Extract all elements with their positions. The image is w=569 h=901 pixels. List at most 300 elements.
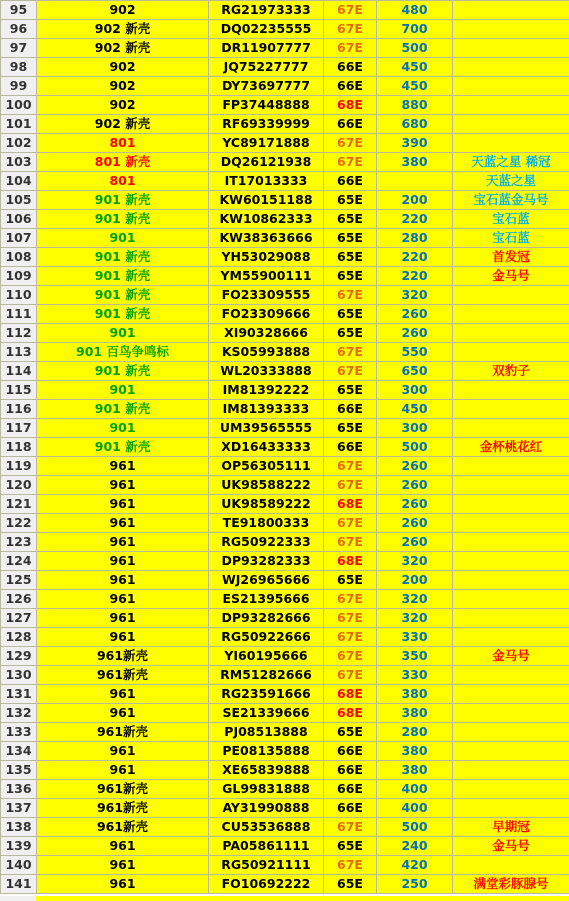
row-number[interactable]: 118 [1,438,37,457]
price-cell[interactable]: 380 [377,704,453,723]
serial-cell[interactable]: DQ26121938 [209,153,324,172]
serial-cell[interactable]: DQ02235555 [209,20,324,39]
price-cell[interactable]: 650 [377,362,453,381]
model-cell[interactable]: 961新壳 [37,647,209,666]
model-cell[interactable]: 961 [37,761,209,780]
row-number[interactable]: 102 [1,134,37,153]
price-cell[interactable]: 880 [377,96,453,115]
row-number[interactable]: 103 [1,153,37,172]
grade-cell[interactable]: 66E [324,438,377,457]
price-cell[interactable]: 320 [377,552,453,571]
row-number[interactable]: 108 [1,248,37,267]
grade-cell[interactable]: 68E [324,685,377,704]
price-cell[interactable]: 320 [377,609,453,628]
serial-cell[interactable]: XE65839888 [209,761,324,780]
row-number[interactable]: 115 [1,381,37,400]
row-number[interactable]: 119 [1,457,37,476]
note-cell[interactable] [453,457,569,476]
note-cell[interactable] [453,58,569,77]
row-number[interactable]: 123 [1,533,37,552]
grade-cell[interactable]: 65E [324,875,377,894]
serial-cell[interactable]: TE91800333 [209,514,324,533]
model-cell[interactable]: 961 [37,495,209,514]
row-number[interactable]: 135 [1,761,37,780]
serial-cell[interactable]: PA05861111 [209,837,324,856]
price-cell[interactable]: 390 [377,134,453,153]
price-cell[interactable]: 380 [377,685,453,704]
model-cell[interactable]: 801 新壳 [37,153,209,172]
serial-cell[interactable]: OP56305111 [209,457,324,476]
model-cell[interactable]: 902 新壳 [37,39,209,58]
price-cell[interactable]: 220 [377,267,453,286]
table-row [1,229,569,248]
grade-cell[interactable]: 66E [324,172,377,191]
note-cell[interactable] [453,115,569,134]
price-cell[interactable]: 400 [377,780,453,799]
grade-cell[interactable]: 66E [324,115,377,134]
row-number[interactable]: 110 [1,286,37,305]
price-cell[interactable]: 320 [377,590,453,609]
price-cell[interactable]: 240 [377,837,453,856]
note-cell[interactable] [453,1,569,20]
model-cell[interactable]: 961 [37,571,209,590]
price-cell[interactable]: 260 [377,305,453,324]
row-number[interactable]: 137 [1,799,37,818]
grade-cell[interactable]: 68E [324,495,377,514]
serial-cell[interactable]: UK98589222 [209,495,324,514]
grade-cell[interactable]: 65E [324,305,377,324]
row-number[interactable]: 130 [1,666,37,685]
serial-cell[interactable]: KW60151188 [209,191,324,210]
price-cell[interactable]: 330 [377,666,453,685]
price-cell[interactable]: 500 [377,39,453,58]
table-row [1,39,569,58]
model-cell[interactable]: 961 [37,856,209,875]
row-number[interactable]: 133 [1,723,37,742]
row-number[interactable]: 96 [1,20,37,39]
serial-cell[interactable]: XD16433333 [209,438,324,457]
model-cell[interactable]: 902 新壳 [37,20,209,39]
table-row [1,1,569,20]
model-cell[interactable]: 961 [37,704,209,723]
model-cell[interactable]: 961 [37,533,209,552]
grade-cell[interactable]: 67E [324,628,377,647]
model-cell[interactable]: 901 新壳 [37,210,209,229]
row-number[interactable]: 139 [1,837,37,856]
price-cell[interactable]: 280 [377,723,453,742]
note-cell[interactable] [453,514,569,533]
row-number[interactable]: 100 [1,96,37,115]
note-cell[interactable] [453,381,569,400]
price-cell[interactable]: 450 [377,77,453,96]
table-row [1,552,569,571]
price-cell[interactable]: 300 [377,381,453,400]
table-row [1,362,569,381]
row-number[interactable]: 116 [1,400,37,419]
grade-cell[interactable]: 67E [324,514,377,533]
serial-cell[interactable]: FO23309555 [209,286,324,305]
serial-cell[interactable]: PJ08513888 [209,723,324,742]
serial-cell[interactable]: KW38363666 [209,229,324,248]
model-cell[interactable]: 961 [37,875,209,894]
table-row [1,172,569,191]
note-cell[interactable]: 金马号 [453,267,569,286]
note-cell[interactable] [453,419,569,438]
model-cell[interactable]: 961 [37,552,209,571]
grade-cell[interactable]: 66E [324,799,377,818]
price-cell[interactable]: 700 [377,20,453,39]
row-number[interactable]: 106 [1,210,37,229]
note-cell[interactable] [453,39,569,58]
note-cell[interactable] [453,609,569,628]
grade-cell[interactable]: 65E [324,210,377,229]
model-cell[interactable]: 901 百鸟争鸣标 [37,343,209,362]
row-number[interactable]: 97 [1,39,37,58]
row-number[interactable]: 134 [1,742,37,761]
grade-cell[interactable]: 66E [324,742,377,761]
note-cell[interactable] [453,77,569,96]
model-cell[interactable]: 961 [37,837,209,856]
note-cell[interactable]: 宝石蓝金马号 [453,191,569,210]
row-number[interactable]: 126 [1,590,37,609]
model-cell[interactable]: 901 [37,419,209,438]
grade-cell[interactable]: 65E [324,419,377,438]
grade-cell[interactable]: 66E [324,400,377,419]
model-cell[interactable]: 961 [37,457,209,476]
serial-cell[interactable]: IM81393333 [209,400,324,419]
model-cell[interactable]: 901 [37,381,209,400]
note-cell[interactable] [453,134,569,153]
price-cell[interactable]: 380 [377,153,453,172]
model-cell[interactable]: 961 [37,590,209,609]
model-cell[interactable]: 961新壳 [37,780,209,799]
note-cell[interactable]: 首发冠 [453,248,569,267]
serial-cell[interactable]: SE21339666 [209,704,324,723]
row-number[interactable]: 141 [1,875,37,894]
serial-cell[interactable]: FO10692222 [209,875,324,894]
model-cell[interactable]: 901 新壳 [37,305,209,324]
grade-cell[interactable]: 65E [324,248,377,267]
row-number[interactable]: 121 [1,495,37,514]
row-number[interactable]: 117 [1,419,37,438]
note-cell[interactable] [453,761,569,780]
grade-cell[interactable]: 65E [324,381,377,400]
grade-cell[interactable]: 67E [324,1,377,20]
serial-cell[interactable]: YH53029088 [209,248,324,267]
row-number[interactable]: 138 [1,818,37,837]
note-cell[interactable] [453,856,569,875]
note-cell[interactable] [453,533,569,552]
grade-cell[interactable]: 67E [324,457,377,476]
note-cell[interactable] [453,400,569,419]
price-cell[interactable]: 550 [377,343,453,362]
serial-cell[interactable]: WL20333888 [209,362,324,381]
model-cell[interactable]: 961新壳 [37,666,209,685]
model-cell[interactable]: 961新壳 [37,799,209,818]
model-cell[interactable]: 901 [37,324,209,343]
serial-cell[interactable]: FO23309666 [209,305,324,324]
note-cell[interactable] [453,799,569,818]
table-row [1,818,569,837]
price-cell[interactable]: 260 [377,457,453,476]
price-cell[interactable]: 380 [377,761,453,780]
model-cell[interactable]: 901 新壳 [37,248,209,267]
grade-cell[interactable]: 66E [324,761,377,780]
row-number[interactable]: 111 [1,305,37,324]
model-cell[interactable]: 902 [37,96,209,115]
model-cell[interactable]: 901 新壳 [37,191,209,210]
row-number[interactable]: 105 [1,191,37,210]
grade-cell[interactable]: 67E [324,476,377,495]
grade-cell[interactable]: 67E [324,153,377,172]
grade-cell[interactable]: 67E [324,818,377,837]
note-cell[interactable]: 双豹子 [453,362,569,381]
price-cell[interactable]: 380 [377,742,453,761]
serial-cell[interactable]: YI60195666 [209,647,324,666]
note-cell[interactable] [453,305,569,324]
model-cell[interactable]: 902 [37,58,209,77]
serial-cell[interactable]: XI90328666 [209,324,324,343]
price-cell[interactable] [377,172,453,191]
serial-cell[interactable]: FP37448888 [209,96,324,115]
grade-cell[interactable]: 67E [324,666,377,685]
note-cell[interactable] [453,742,569,761]
price-cell[interactable]: 250 [377,875,453,894]
grade-cell[interactable]: 67E [324,647,377,666]
price-cell[interactable]: 200 [377,571,453,590]
partial-row-header [0,896,36,901]
grade-cell[interactable]: 68E [324,96,377,115]
serial-cell[interactable]: JQ75227777 [209,58,324,77]
model-cell[interactable]: 902 [37,77,209,96]
note-cell[interactable] [453,495,569,514]
price-cell[interactable]: 200 [377,191,453,210]
row-number[interactable]: 120 [1,476,37,495]
table-row [1,343,569,362]
table-row [1,571,569,590]
table-row [1,875,569,894]
grade-cell[interactable]: 65E [324,723,377,742]
serial-cell[interactable]: YM55900111 [209,267,324,286]
table-row [1,495,569,514]
table-row [1,742,569,761]
model-cell[interactable]: 901 新壳 [37,362,209,381]
price-cell[interactable]: 260 [377,514,453,533]
table-row [1,856,569,875]
row-number[interactable]: 113 [1,343,37,362]
model-cell[interactable]: 961 [37,628,209,647]
price-cell[interactable]: 480 [377,1,453,20]
grade-cell[interactable]: 67E [324,856,377,875]
model-cell[interactable]: 902 新壳 [37,115,209,134]
grade-cell[interactable]: 65E [324,191,377,210]
grade-cell[interactable]: 65E [324,324,377,343]
serial-cell[interactable]: AY31990888 [209,799,324,818]
price-cell[interactable]: 320 [377,286,453,305]
serial-cell[interactable]: IM81392222 [209,381,324,400]
grade-cell[interactable]: 67E [324,343,377,362]
price-cell[interactable]: 420 [377,856,453,875]
model-cell[interactable]: 801 [37,172,209,191]
price-cell[interactable]: 220 [377,248,453,267]
grade-cell[interactable]: 67E [324,286,377,305]
row-number[interactable]: 128 [1,628,37,647]
row-number[interactable]: 125 [1,571,37,590]
serial-cell[interactable]: DR11907777 [209,39,324,58]
note-cell[interactable]: 宝石蓝 [453,210,569,229]
row-number[interactable]: 109 [1,267,37,286]
row-number[interactable]: 129 [1,647,37,666]
model-cell[interactable]: 902 [37,1,209,20]
note-cell[interactable] [453,343,569,362]
note-cell[interactable]: 金马号 [453,837,569,856]
model-cell[interactable]: 901 [37,229,209,248]
row-number[interactable]: 132 [1,704,37,723]
price-cell[interactable]: 450 [377,400,453,419]
price-cell[interactable]: 350 [377,647,453,666]
note-cell[interactable] [453,324,569,343]
grade-cell[interactable]: 66E [324,58,377,77]
note-cell[interactable] [453,476,569,495]
serial-cell[interactable]: RG50922666 [209,628,324,647]
price-cell[interactable]: 260 [377,476,453,495]
grade-cell[interactable]: 67E [324,609,377,628]
note-cell[interactable] [453,552,569,571]
table-row [1,134,569,153]
note-cell[interactable] [453,286,569,305]
serial-cell[interactable]: RM51282666 [209,666,324,685]
note-cell[interactable] [453,723,569,742]
serial-cell[interactable]: RG50922333 [209,533,324,552]
model-cell[interactable]: 901 新壳 [37,286,209,305]
serial-cell[interactable]: GL99831888 [209,780,324,799]
price-cell[interactable]: 220 [377,210,453,229]
grade-cell[interactable]: 65E [324,571,377,590]
row-number[interactable]: 112 [1,324,37,343]
row-number[interactable]: 98 [1,58,37,77]
model-cell[interactable]: 961 [37,609,209,628]
note-cell[interactable] [453,628,569,647]
note-cell[interactable]: 满堂彩豚腺号 [453,875,569,894]
serial-cell[interactable]: PE08135888 [209,742,324,761]
row-number[interactable]: 140 [1,856,37,875]
table-row [1,723,569,742]
price-cell[interactable]: 280 [377,229,453,248]
grade-cell[interactable]: 67E [324,362,377,381]
price-cell[interactable]: 260 [377,495,453,514]
row-number[interactable]: 107 [1,229,37,248]
row-number[interactable]: 95 [1,1,37,20]
note-cell[interactable] [453,571,569,590]
note-cell[interactable]: 宝石蓝 [453,229,569,248]
price-cell[interactable]: 300 [377,419,453,438]
row-number[interactable]: 101 [1,115,37,134]
serial-cell[interactable]: CU53536888 [209,818,324,837]
model-cell[interactable]: 901 新壳 [37,438,209,457]
model-cell[interactable]: 901 新壳 [37,267,209,286]
row-number[interactable]: 104 [1,172,37,191]
model-cell[interactable]: 901 新壳 [37,400,209,419]
table-row [1,96,569,115]
note-cell[interactable] [453,780,569,799]
row-number[interactable]: 114 [1,362,37,381]
note-cell[interactable] [453,96,569,115]
model-cell[interactable]: 961 [37,476,209,495]
price-cell[interactable]: 500 [377,438,453,457]
table-row [1,837,569,856]
grade-cell[interactable]: 68E [324,704,377,723]
row-number[interactable]: 99 [1,77,37,96]
model-cell[interactable]: 961新壳 [37,818,209,837]
price-cell[interactable]: 680 [377,115,453,134]
grade-cell[interactable]: 67E [324,39,377,58]
note-cell[interactable] [453,666,569,685]
note-cell[interactable] [453,685,569,704]
price-cell[interactable]: 400 [377,799,453,818]
grade-cell[interactable]: 67E [324,590,377,609]
grade-cell[interactable]: 65E [324,837,377,856]
model-cell[interactable]: 961 [37,514,209,533]
note-cell[interactable] [453,590,569,609]
serial-cell[interactable]: KS05993888 [209,343,324,362]
serial-cell[interactable]: ES21395666 [209,590,324,609]
serial-cell[interactable]: RG23591666 [209,685,324,704]
note-cell[interactable]: 金杯桃花红 [453,438,569,457]
note-cell[interactable]: 金马号 [453,647,569,666]
grade-cell[interactable]: 66E [324,77,377,96]
serial-cell[interactable]: RG21973333 [209,1,324,20]
model-cell[interactable]: 961新壳 [37,723,209,742]
row-number[interactable]: 124 [1,552,37,571]
grade-cell[interactable]: 65E [324,267,377,286]
grade-cell[interactable]: 67E [324,533,377,552]
price-cell[interactable]: 330 [377,628,453,647]
serial-cell[interactable]: RG50921111 [209,856,324,875]
note-cell[interactable]: 天蓝之星 稀冠 [453,153,569,172]
grade-cell[interactable]: 68E [324,552,377,571]
price-cell[interactable]: 260 [377,533,453,552]
serial-cell[interactable]: DP93282666 [209,609,324,628]
model-cell[interactable]: 801 [37,134,209,153]
price-cell[interactable]: 450 [377,58,453,77]
serial-cell[interactable]: YC89171888 [209,134,324,153]
serial-cell[interactable]: UK98588222 [209,476,324,495]
row-number[interactable]: 122 [1,514,37,533]
model-cell[interactable]: 961 [37,685,209,704]
row-number[interactable]: 127 [1,609,37,628]
price-cell[interactable]: 500 [377,818,453,837]
serial-cell[interactable]: KW10862333 [209,210,324,229]
serial-cell[interactable]: WJ26965666 [209,571,324,590]
model-cell[interactable]: 961 [37,742,209,761]
grade-cell[interactable]: 67E [324,134,377,153]
note-cell[interactable]: 早期冠 [453,818,569,837]
row-number[interactable]: 136 [1,780,37,799]
serial-cell[interactable]: DY73697777 [209,77,324,96]
note-cell[interactable] [453,704,569,723]
price-cell[interactable]: 260 [377,324,453,343]
serial-cell[interactable]: UM39565555 [209,419,324,438]
grade-cell[interactable]: 66E [324,780,377,799]
serial-cell[interactable]: IT17013333 [209,172,324,191]
serial-cell[interactable]: RF69339999 [209,115,324,134]
note-cell[interactable] [453,20,569,39]
grade-cell[interactable]: 65E [324,229,377,248]
row-number[interactable]: 131 [1,685,37,704]
note-cell[interactable]: 天蓝之星 [453,172,569,191]
serial-cell[interactable]: DP93282333 [209,552,324,571]
grade-cell[interactable]: 67E [324,20,377,39]
